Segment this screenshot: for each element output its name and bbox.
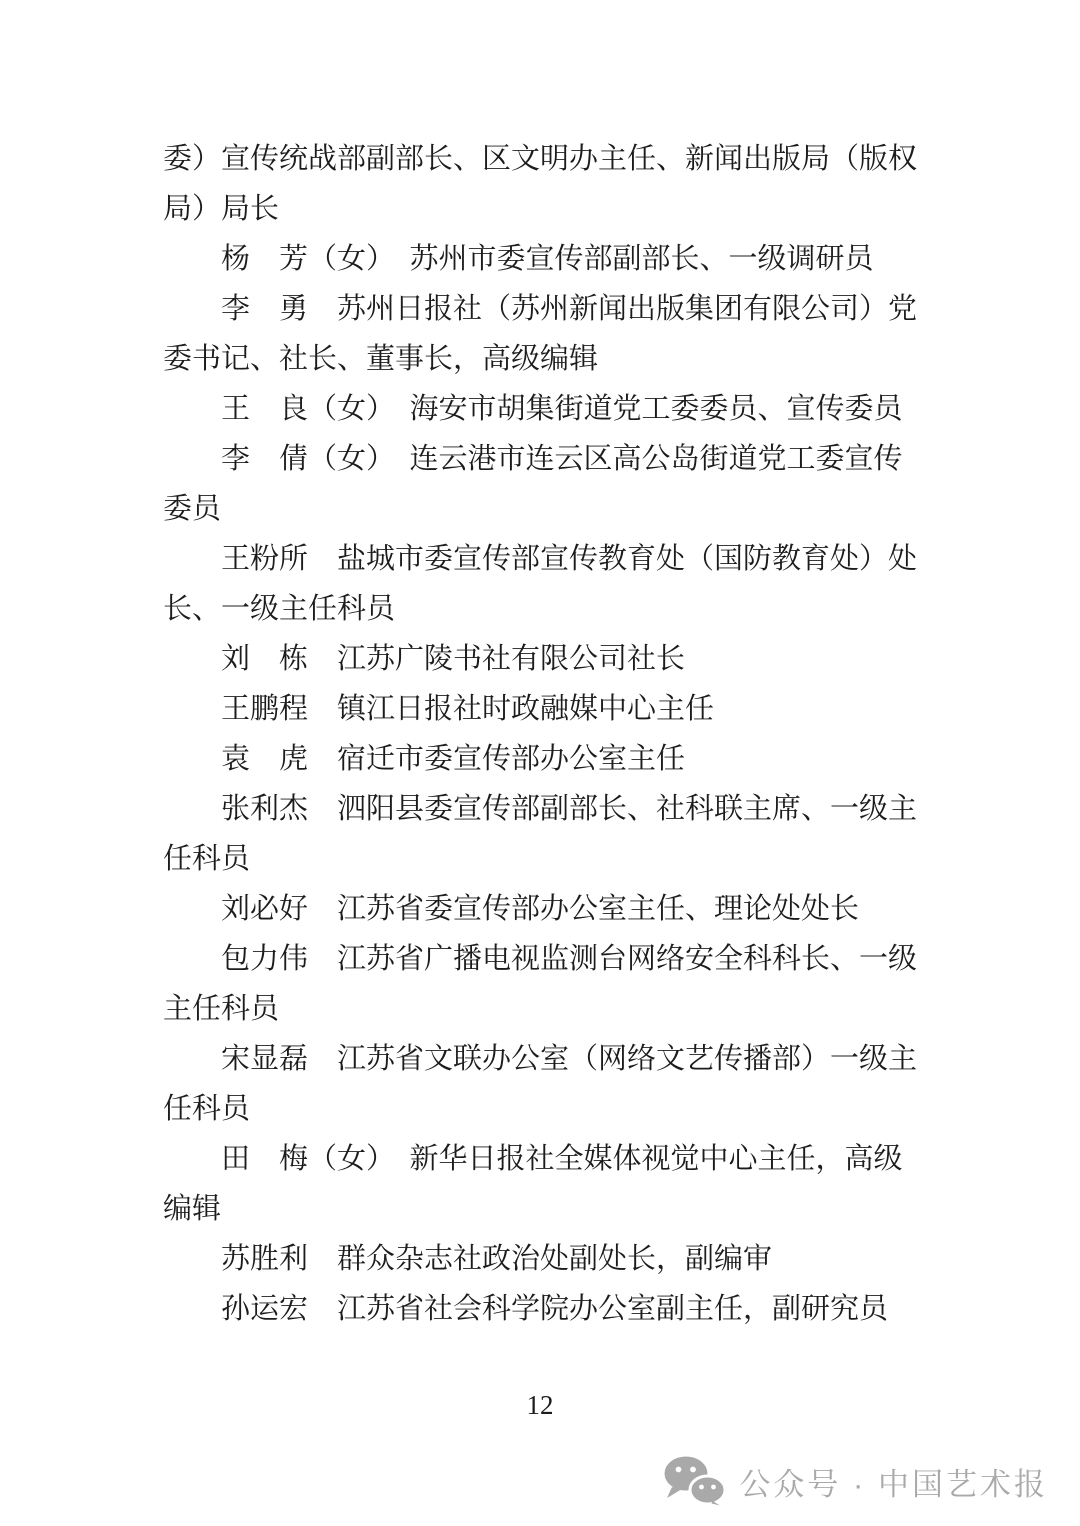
watermark [663,1456,1048,1506]
document-line: 李 倩（女） 连云港市连云区高公岛街道党工委宣传 [221,443,903,475]
document-line: 刘必好 江苏省委宣传部办公室主任、理论处处长 [221,893,860,925]
document-line: 杨 芳（女） 苏州市委宣传部副部长、一级调研员 [221,243,874,275]
document-line: 刘 栋 江苏广陵书社有限公司社长 [221,643,686,675]
document-line: 任科员 [163,843,251,875]
document-line: 委）宣传统战部副部长、区文明办主任、新闻出版局（版权 [163,143,918,175]
document-line: 编辑 [163,1193,222,1225]
document-line: 袁 虎 宿迁市委宣传部办公室主任 [221,743,686,775]
document-line: 委员 [163,493,222,525]
document-line: 包力伟 江苏省广播电视监测台网络安全科科长、一级 [221,943,918,975]
document-line: 田 梅（女） 新华日报社全媒体视觉中心主任，高级 [221,1143,903,1175]
document-line: 王鹏程 镇江日报社时政融媒中心主任 [221,693,715,725]
document-line: 李 勇 苏州日报社（苏州新闻出版集团有限公司）党 [221,293,918,325]
watermark-label: 公众号 · 中国艺术报 [739,1466,1048,1502]
document-line: 局）局长 [163,193,280,225]
document-line: 委书记、社长、董事长，高级编辑 [163,343,599,375]
document-line: 任科员 [163,1093,251,1125]
document-line: 苏胜利 群众杂志社政治处副处长，副编审 [221,1243,773,1275]
wechat-icon [663,1456,725,1506]
document-line: 王 良（女） 海安市胡集街道党工委委员、宣传委员 [221,393,903,425]
document-line: 宋显磊 江苏省文联办公室（网络文艺传播部）一级主 [221,1043,918,1075]
document-line: 孙运宏 江苏省社会科学院办公室副主任，副研究员 [221,1293,889,1325]
document-line: 王粉所 盐城市委宣传部宣传教育处（国防教育处）处 [221,543,918,575]
document-line: 张利杰 泗阳县委宣传部副部长、社科联主席、一级主 [221,793,918,825]
document-line: 长、一级主任科员 [163,593,396,625]
page-number: 12 [526,1390,554,1420]
document-line: 主任科员 [163,993,280,1025]
document-body [163,134,938,1334]
